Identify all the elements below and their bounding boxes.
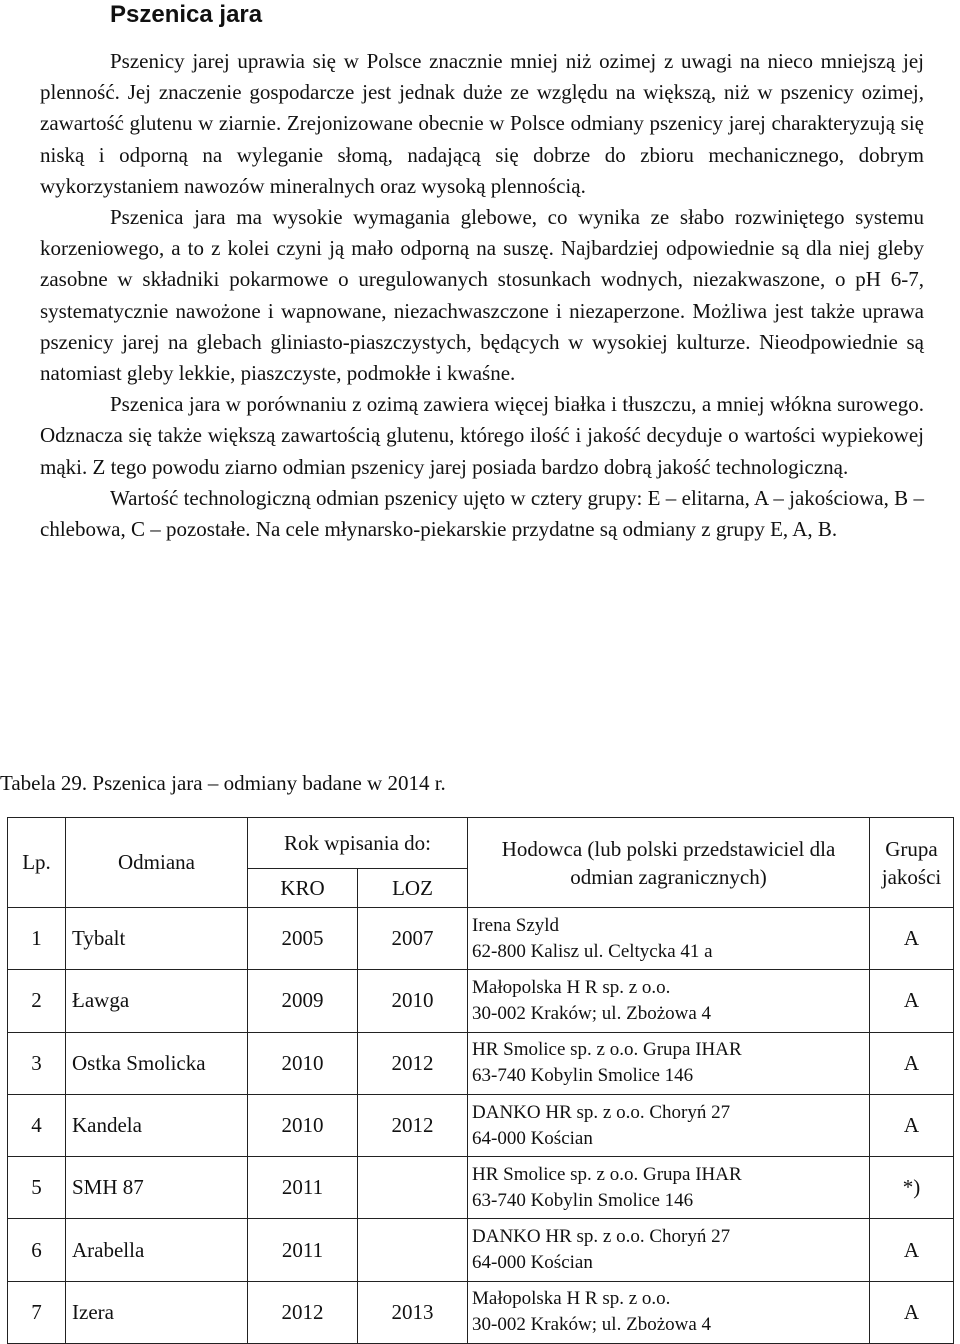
breeder-address: 64-000 Kościan	[472, 1127, 593, 1149]
cell-loz: 2007	[358, 908, 468, 970]
header-breeder: Hodowca (lub polski przedstawiciel dla odmian zagranicznych)	[468, 818, 870, 908]
breeder-address: 63-740 Kobylin Smolice 146	[472, 1189, 694, 1211]
breeder-name: Małopolska H R sp. z o.o.	[472, 976, 671, 998]
header-kro: KRO	[248, 869, 358, 908]
cell-quality-group: A	[870, 1281, 954, 1343]
table-row	[8, 1219, 954, 1281]
cell-lp: 6	[8, 1219, 66, 1281]
cell-kro: 2005	[248, 908, 358, 970]
cell-loz: 2012	[358, 1032, 468, 1094]
cell-kro: 2011	[248, 1219, 358, 1281]
breeder-address: 64-000 Kościan	[472, 1252, 593, 1274]
cell-breeder	[468, 1094, 870, 1156]
breeder-name: Irena Szyld	[472, 914, 560, 936]
cell-kro: 2010	[248, 1032, 358, 1094]
table-row	[8, 1281, 954, 1343]
cell-lp: 4	[8, 1094, 66, 1156]
cell-lp: 3	[8, 1032, 66, 1094]
page-heading: Pszenica jara	[110, 1, 263, 28]
cell-lp: 7	[8, 1281, 66, 1343]
cell-breeder	[468, 908, 870, 970]
breeder-name: DANKO HR sp. z o.o. Choryń 27	[472, 1226, 731, 1248]
cell-quality-group: A	[870, 970, 954, 1032]
header-variety: Odmiana	[66, 818, 248, 908]
table-header-row	[8, 818, 954, 869]
table-row	[8, 1157, 954, 1219]
cell-lp: 5	[8, 1157, 66, 1219]
table-row	[8, 1094, 954, 1156]
paragraph-1: Pszenicy jarej uprawia się w Polsce znacznie mniej niż ozimej z uwagi na nieco mniejszą jej plenność. Jej znaczenie gospodarcze jest jednak duże ze względu na większą, niż w pszenicy ozimej, zawartość glutenu w ziarnie. Zrejonizowane obecnie w Polsce odmiany pszenicy jarej charakteryzują się niską i odporną na wyleganie słomą, nadającą się dobrze do zbioru mechanicznego, dobrym wykorzystaniem nawozów mineralnych oraz wysoką plennością.	[40, 49, 924, 198]
cell-breeder	[468, 970, 870, 1032]
cell-kro: 2012	[248, 1281, 358, 1343]
body-text	[40, 46, 924, 545]
cell-loz	[358, 1157, 468, 1219]
breeder-address: 30-002 Kraków; ul. Zbożowa 4	[472, 1002, 712, 1024]
cell-loz: 2010	[358, 970, 468, 1032]
cell-loz	[358, 1219, 468, 1281]
cell-quality-group: A	[870, 908, 954, 970]
cell-breeder	[468, 1281, 870, 1343]
cell-lp: 2	[8, 970, 66, 1032]
cell-quality-group: *)	[870, 1157, 954, 1219]
breeder-name: HR Smolice sp. z o.o. Grupa IHAR	[472, 1163, 742, 1185]
cell-breeder	[468, 1157, 870, 1219]
header-loz: LOZ	[358, 869, 468, 908]
cell-breeder	[468, 1032, 870, 1094]
cell-variety: Ostka Smolicka	[66, 1032, 248, 1094]
header-year-group: Rok wpisania do:	[248, 818, 468, 869]
table-row	[8, 970, 954, 1032]
cell-variety: Ławga	[66, 970, 248, 1032]
cell-variety: Tybalt	[66, 908, 248, 970]
breeder-name: DANKO HR sp. z o.o. Choryń 27	[472, 1101, 731, 1123]
breeder-address: 62-800 Kalisz ul. Celtycka 41 a	[472, 940, 713, 962]
breeder-address: 63-740 Kobylin Smolice 146	[472, 1065, 694, 1087]
cell-quality-group: A	[870, 1219, 954, 1281]
paragraph-2: Pszenica jara ma wysokie wymagania glebowe, co wynika ze słabo rozwiniętego systemu korzeniowego, a to z kolei czyni ją mało odporną na suszę. Najbardziej odpowiednie są dla niej gleby zasobne w składniki pokarmowe o uregulowanych stosunkach wodnych, niezakwaszone, o pH 6-7, systematycznie nawożone i wapnowane, niezachwaszczone i niezaperzone. Możliwa jest także uprawa pszenicy jarej na glebach gliniasto-piaszczystych, będących w wysokiej kulturze. Nieodpowiednie są natomiast gleby lekkie, piaszczyste, podmokłe i kwaśne.	[40, 205, 924, 386]
cell-quality-group: A	[870, 1094, 954, 1156]
cell-kro: 2011	[248, 1157, 358, 1219]
header-lp: Lp.	[8, 818, 66, 908]
paragraph-4: Wartość technologiczną odmian pszenicy ujęto w cztery grupy: E – elitarna, A – jakościowa, B – chlebowa, C – pozostałe. Na cele młynarsko-piekarskie przydatne są odmiany z grupy E, A, B.	[40, 485, 924, 542]
paragraph-3: Pszenica jara w porównaniu z ozimą zawiera więcej białka i tłuszczu, a mniej włókna surowego. Odznacza się także większą zawartością glutenu, którego ilość i jakość decyduje o wartości wypiekowej mąki. Z tego powodu ziarno odmian pszenicy jarej posiada bardzo dobrą jakość technologiczną.	[40, 392, 924, 479]
cell-loz: 2013	[358, 1281, 468, 1343]
varieties-table	[7, 817, 954, 1344]
cell-kro: 2009	[248, 970, 358, 1032]
breeder-address: 30-002 Kraków; ul. Zbożowa 4	[472, 1314, 712, 1336]
cell-variety: Kandela	[66, 1094, 248, 1156]
breeder-name: HR Smolice sp. z o.o. Grupa IHAR	[472, 1039, 742, 1061]
breeder-name: Małopolska H R sp. z o.o.	[472, 1288, 671, 1310]
table-row	[8, 1032, 954, 1094]
header-quality-group: Grupa jakości	[870, 818, 954, 908]
cell-breeder	[468, 1219, 870, 1281]
cell-quality-group: A	[870, 1032, 954, 1094]
cell-variety: Arabella	[66, 1219, 248, 1281]
cell-variety: Izera	[66, 1281, 248, 1343]
cell-loz: 2012	[358, 1094, 468, 1156]
cell-lp: 1	[8, 908, 66, 970]
table-caption: Tabela 29. Pszenica jara – odmiany badane w 2014 r.	[0, 771, 446, 795]
table-row	[8, 908, 954, 970]
cell-variety: SMH 87	[66, 1157, 248, 1219]
cell-kro: 2010	[248, 1094, 358, 1156]
